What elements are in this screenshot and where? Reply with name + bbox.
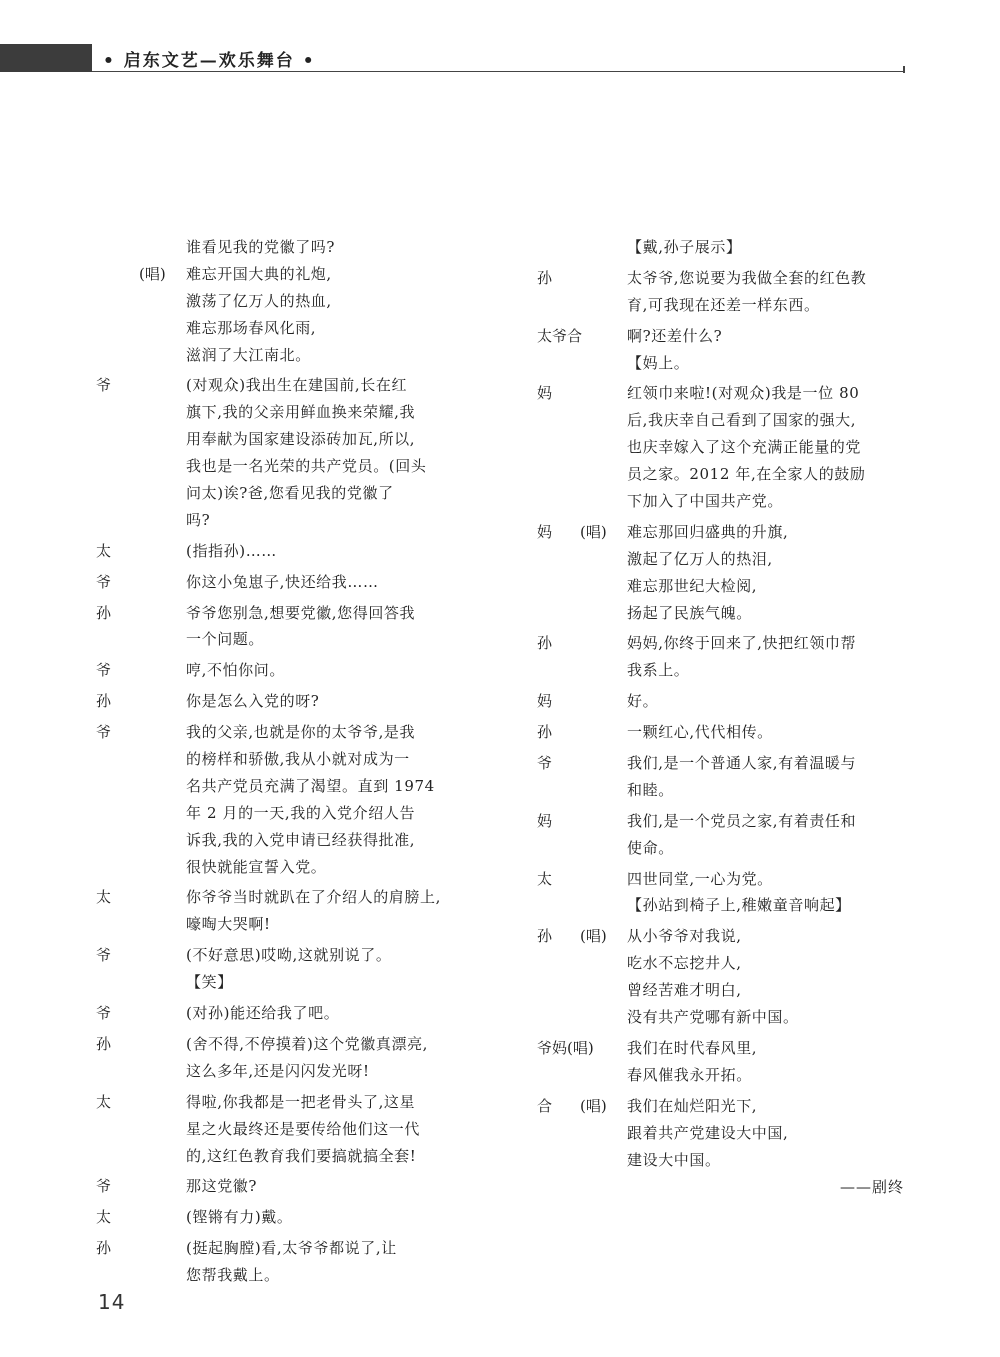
line-text: 曾经苦难才明白, [627,981,742,1000]
line-text: 难忘那世纪大检阅, [627,576,758,595]
speaker-label: 爷 [96,723,112,742]
line-text: 春风催我永开拓。 [627,1065,752,1084]
line-text: 【妈上。 [627,353,690,372]
speaker-label: 太 [96,541,112,560]
speaker-label: 太 [96,888,112,907]
script-line [537,546,917,573]
script-line [96,342,476,369]
script-line [537,519,917,546]
script-line [96,426,476,453]
script-line [537,1062,917,1089]
line-text: 那这党徽? [186,1177,258,1196]
script-line [537,808,917,835]
line-text: 星之火最终还是要传给他们这一代 [186,1119,421,1138]
line-text: (对观众)我出生在建国前,长在红 [186,376,408,395]
page-number: 14 [98,1290,126,1314]
script-line [537,600,917,627]
line-text: 我们在灿烂阳光下, [627,1096,758,1115]
script-line [96,800,476,827]
script-line [537,835,917,862]
speaker-label: 孙 [96,1034,112,1053]
script-line [96,569,476,596]
script-line [96,1058,476,1085]
script-line [96,884,476,911]
speaker-label: 爷 [96,376,112,395]
line-text: 我系上。 [627,661,690,680]
speaker-label: 爷 [96,661,112,680]
script-column-right [537,234,917,1173]
line-text: (对孙)能还给我了吧。 [186,1004,340,1023]
speaker-label: 孙 [537,268,553,287]
line-text: 跟着共产党建设大中国, [627,1123,789,1142]
line-text: 难忘开国大典的礼炮, [186,264,332,283]
line-text: 爷爷您别急,想要党徽,您得回答我 [186,603,416,622]
script-line [96,1143,476,1170]
script-line [537,950,917,977]
script-line [96,827,476,854]
script-line [96,234,476,261]
header-dark-block [0,44,92,72]
line-text: (舍不得,不停摸着)这个党徽真漂亮, [186,1034,429,1053]
script-column-left [96,234,476,1289]
script-line [96,854,476,881]
line-text: 和睦。 [627,780,674,799]
script-line [537,630,917,657]
script-line [96,942,476,969]
speaker-label: 爷 [96,572,112,591]
line-text: 吗? [186,510,211,529]
script-line [537,1004,917,1031]
speaker-label: 孙 [96,692,112,711]
line-text: 一个问题。 [186,630,265,649]
line-text: 没有共产党哪有新中国。 [627,1008,799,1027]
speaker-label: 太 [537,869,553,888]
script-line [96,688,476,715]
line-text: 下加入了中国共产党。 [627,492,784,511]
script-line [96,315,476,342]
sing-marker: (唱) [580,1096,607,1115]
line-text: 你是怎么入党的呀? [186,692,320,711]
line-text: 得啦,你我都是一把老骨头了,这星 [186,1092,416,1111]
line-text: 啊?还差什么? [627,326,723,345]
line-text: 难忘那回归盛典的升旗, [627,522,789,541]
line-text: 红领巾来啦!(对观众)我是一位 80 [627,384,860,403]
line-text: 建设大中国。 [627,1150,721,1169]
script-line [96,1235,476,1262]
script-line [537,380,917,407]
script-line [96,1089,476,1116]
script-line [537,866,917,893]
line-text: 你这小兔崽子,快还给我…… [186,572,379,591]
script-line [537,657,917,684]
speaker-label: 孙 [96,1239,112,1258]
line-text: 四世同堂,一心为党。 [627,869,773,888]
line-text: (指指孙)…… [186,541,277,560]
script-line [537,573,917,600]
script-line [96,453,476,480]
line-text: 旗下,我的父亲用鲜血换来荣耀,我 [186,403,416,422]
running-header: • 启东文艺—欢乐舞台 • [103,51,316,71]
script-line [537,777,917,804]
line-text: 育,可我现在还差一样东西。 [627,295,820,314]
script-line [96,657,476,684]
line-text: 我的父亲,也就是你的太爷爷,是我 [186,723,416,742]
speaker-label: 太 [96,1208,112,1227]
line-text: 很快就能宣誓入党。 [186,857,327,876]
speaker-label: 妈 [537,522,553,541]
speaker-label: 妈 [537,384,553,403]
script-line [96,911,476,938]
script-line [537,1093,917,1120]
script-line [96,773,476,800]
line-text: 我也是一名光荣的共产党员。(回头 [186,457,427,476]
speaker-label: 孙 [537,927,553,946]
line-text: 太爷爷,您说要为我做全套的红色教 [627,268,867,287]
script-line [96,1173,476,1200]
line-text: (铿锵有力)戴。 [186,1208,293,1227]
line-text: 名共产党员充满了渴望。直到 1974 [186,776,435,795]
line-text: 用奉献为国家建设添砖加瓦,所以, [186,430,416,449]
line-text: 【孙站到椅子上,稚嫩童音响起】 [627,896,851,915]
speaker-label: 妈 [537,692,553,711]
line-text: 激起了亿万人的热泪, [627,549,773,568]
line-text: 使命。 [627,838,674,857]
line-text: 滋润了大江南北。 [186,345,311,364]
script-line [537,434,917,461]
speaker-label: 爷 [96,946,112,965]
script-line [96,746,476,773]
script-line [537,977,917,1004]
speaker-label: 爷 [96,1177,112,1196]
script-line [537,750,917,777]
line-text: 的,这红色教育我们要搞就搞全套! [186,1146,417,1165]
line-text: 问太)诶?爸,您看见我的党徽了 [186,484,394,503]
script-line [96,1000,476,1027]
script-line [96,626,476,653]
speaker-label: 太爷合 [537,326,583,345]
speaker-label: 爷 [96,1004,112,1023]
line-text: 后,我庆幸自己看到了国家的强大, [627,411,857,430]
speaker-label: 孙 [537,634,553,653]
line-text: 好。 [627,692,659,711]
line-text: 诉我,我的入党申请已经获得批准, [186,830,416,849]
script-line [96,600,476,627]
line-text: 嚎啕大哭啊! [186,915,271,934]
script-line [96,969,476,996]
script-line [96,538,476,565]
script-line [537,892,917,919]
line-text: 您帮我戴上。 [186,1266,280,1285]
script-line [96,288,476,315]
line-text: 从小爷爷对我说, [627,927,742,946]
line-text: 你爷爷当时就趴在了介绍人的肩膀上, [186,888,441,907]
line-text: 这么多年,还是闪闪发光呀! [186,1061,370,1080]
line-text: 激荡了亿万人的热血, [186,291,332,310]
script-line [537,323,917,350]
line-text: 扬起了民族气魄。 [627,603,752,622]
sing-marker: (唱) [580,522,607,541]
header-rule [92,71,904,72]
script-line [537,923,917,950]
script-line [537,350,917,377]
header-rule-tick [903,66,905,73]
speaker-label: 爷 [537,754,553,773]
line-text: 我们,是一个普通人家,有着温暖与 [627,754,857,773]
script-line [537,688,917,715]
speaker-label: 爷妈(唱) [537,1038,594,1057]
line-text: (挺起胸膛)看,太爷爷都说了,让 [186,1239,397,1258]
script-line [96,399,476,426]
line-text: 妈妈,你终于回来了,快把红领巾帮 [627,634,857,653]
script-line [537,292,917,319]
script-line [537,488,917,515]
line-text: 一颗红心,代代相传。 [627,723,773,742]
line-text: 我们,是一个党员之家,有着责任和 [627,811,857,830]
speaker-label: 合 [537,1096,553,1115]
script-line [537,234,917,261]
script-line [537,461,917,488]
script-line [537,1035,917,1062]
speaker-label: 妈 [537,811,553,830]
script-line [537,265,917,292]
sing-marker: (唱) [580,927,607,946]
line-text: (不好意思)哎呦,这就别说了。 [186,946,392,965]
speaker-label: 太 [96,1092,112,1111]
line-text: 我们在时代春风里, [627,1038,758,1057]
script-line [96,1204,476,1231]
line-text: 【戴,孙子展示】 [627,238,742,256]
line-text: 年 2 月的一天,我的入党介绍人告 [186,803,416,822]
script-line [96,507,476,534]
line-text: 员之家。2012 年,在全家人的鼓励 [627,465,866,484]
script-line [96,1116,476,1143]
script-line [537,719,917,746]
ending-mark: ——剧终 [839,1178,904,1196]
line-text: 【笑】 [186,973,233,992]
script-line [537,407,917,434]
script-line [537,1120,917,1147]
sing-marker: (唱) [139,264,166,283]
line-text: 哼,不怕你问。 [186,661,285,680]
script-line [96,719,476,746]
speaker-label: 孙 [537,723,553,742]
line-text: 也庆幸嫁入了这个充满正能量的党 [627,438,862,457]
line-text: 谁看见我的党徽了吗? [186,238,336,256]
script-line [96,1031,476,1058]
line-text: 的榜样和骄傲,我从小就对成为一 [186,750,410,769]
script-line [96,261,476,288]
script-line [96,480,476,507]
line-text: 吃水不忘挖井人, [627,954,742,973]
script-line [537,1147,917,1174]
line-text: 难忘那场春风化雨, [186,318,317,337]
script-line [96,1262,476,1289]
speaker-label: 孙 [96,603,112,622]
script-line [96,372,476,399]
